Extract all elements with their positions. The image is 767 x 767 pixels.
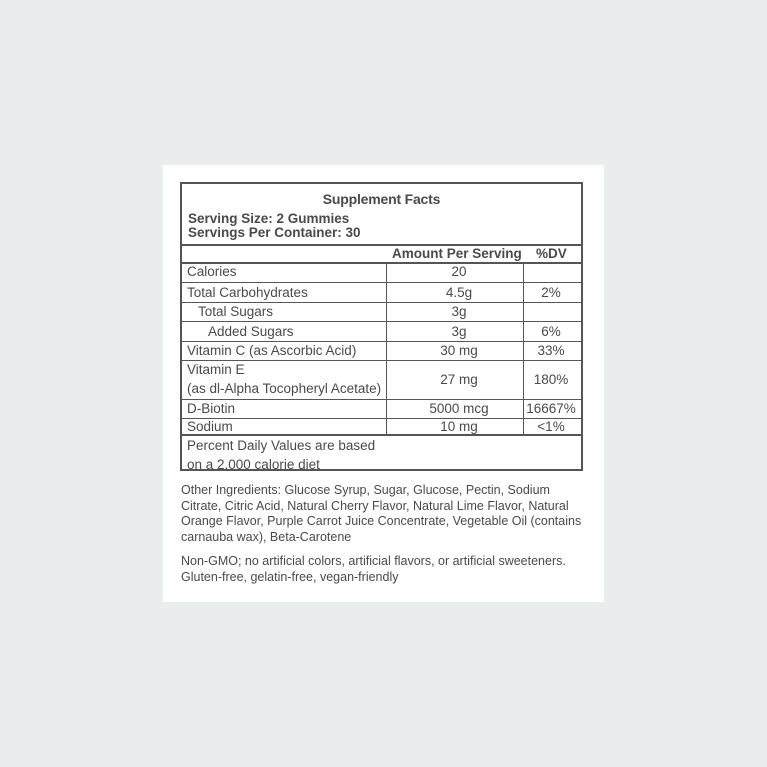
nutrient-name: Calories — [187, 264, 237, 279]
row-sodium — [182, 419, 581, 436]
nutrient-name: Total Carbohydrates — [187, 285, 308, 300]
row-d-biotin — [182, 400, 581, 419]
row-vitamin-c — [182, 342, 581, 361]
supplement-facts-panel — [180, 182, 583, 471]
nutrient-amount: 3g — [451, 324, 467, 339]
daily-value-footnote — [187, 436, 375, 474]
dv-header: %DV — [536, 246, 567, 261]
nutrient-dv: 6% — [541, 324, 561, 339]
row-added-sugars — [182, 322, 581, 342]
nutrient-amount: 27 mg — [440, 372, 478, 387]
nutrient-dv: 180% — [533, 372, 569, 387]
nutrient-source: (as dl-Alpha Tocopheryl Acetate) — [187, 381, 382, 396]
nutrient-dv: 2% — [541, 285, 561, 300]
column-divider-dv — [523, 264, 524, 436]
serving-size: Serving Size: 2 Gummies — [188, 211, 350, 226]
row-vitamin-e — [182, 361, 581, 400]
row-calories — [182, 264, 581, 283]
nutrient-name: Vitamin C (as Ascorbic Acid) — [187, 343, 357, 358]
row-total-sugars — [182, 303, 581, 322]
amount-header: Amount Per Serving — [392, 246, 522, 261]
nutrient-name: D-Biotin — [187, 401, 236, 416]
nutrient-amount: 4.5g — [445, 285, 473, 300]
other-ingredients: Other Ingredients: Glucose Syrup, Sugar, Glucose, Pectin, Sodium Citrate, Citric Acid, Natural Cherry Flavor, Natural Lime Flavor, Natural Orange Flavor, Purple Carrot Juice Concentrate, Vegetable Oil (contains carnauba wax), Beta-Carotene — [181, 483, 582, 544]
serving-info — [188, 212, 361, 240]
nutrient-name: Sodium — [187, 419, 233, 434]
nutrient-amount: 5000 mcg — [429, 401, 489, 416]
row-total-carbohydrates — [182, 283, 581, 303]
label-card — [163, 165, 604, 602]
nutrient-amount: 30 mg — [440, 343, 478, 358]
nutrient-amount: 3g — [451, 304, 467, 319]
nutrient-dv: <1% — [537, 419, 565, 434]
nutrient-amount: 20 — [451, 264, 467, 279]
nutrient-dv: 16667% — [526, 401, 576, 416]
nutrient-name: Total Sugars — [198, 304, 274, 319]
nutrient-name: Added Sugars — [208, 324, 294, 339]
nutrient-dv: 33% — [537, 343, 565, 358]
servings-per-container: Servings Per Container: 30 — [188, 225, 361, 240]
footnote-line: Percent Daily Values are based — [187, 438, 376, 453]
column-divider-amount — [386, 264, 387, 436]
footnote-line: on a 2,000 calorie diet — [187, 457, 320, 472]
nutrient-name: Vitamin E — [187, 362, 245, 377]
product-claims: Non-GMO; no artificial colors, artificial flavors, or artificial sweeteners. Gluten-free, gelatin-free, vegan-friendly — [181, 554, 566, 584]
panel-title: Supplement Facts — [322, 191, 441, 207]
nutrient-amount: 10 mg — [440, 419, 478, 434]
